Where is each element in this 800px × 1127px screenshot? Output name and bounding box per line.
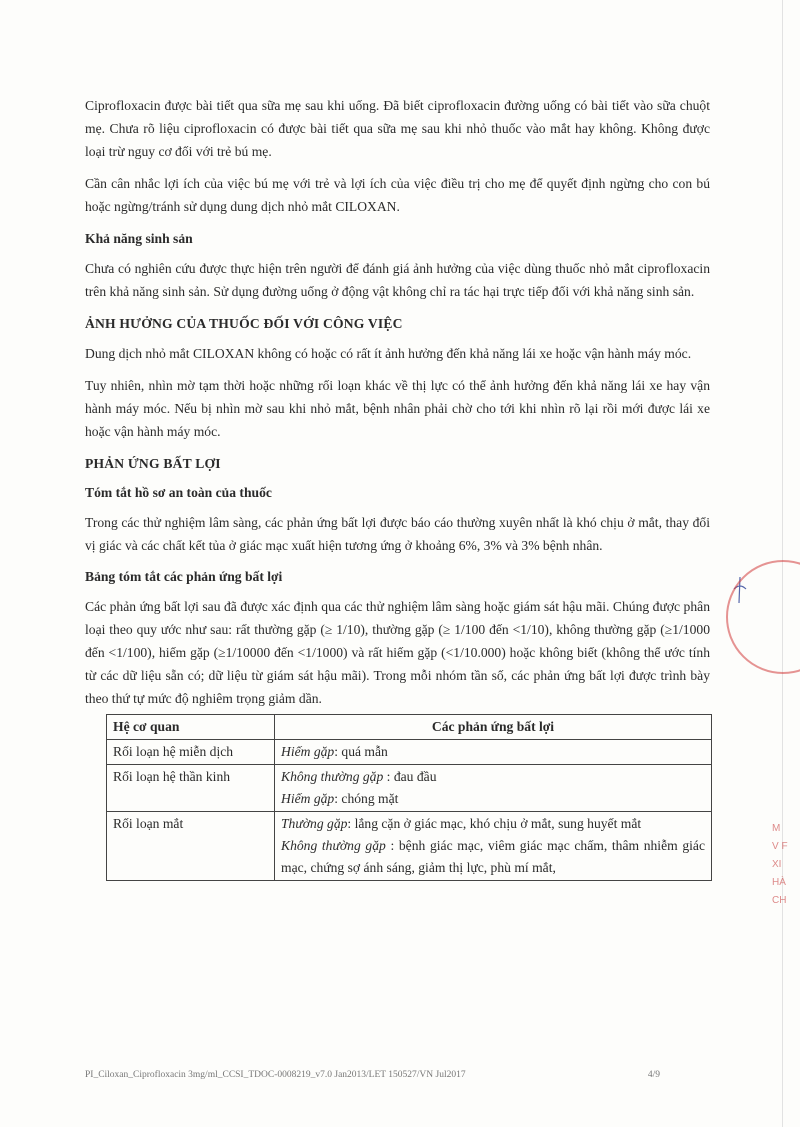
reaction-nervous (275, 765, 712, 812)
paragraph-breastfeeding-2: Cần cân nhắc lợi ích của việc bú mẹ với trẻ và lợi ích của việc điều trị cho mẹ để quyết định ngừng cho con bú hoặc ngừng/tránh sử dụng dung dịch nhỏ mắt CILOXAN. (85, 176, 710, 215)
red-stamp-text (772, 820, 794, 955)
heading-safety-summary: Tóm tắt hồ sơ an toàn của thuốc (85, 484, 272, 500)
reaction-line (281, 835, 705, 879)
reaction-text: : lắng cặn ở giác mạc, khó chịu ở mắt, sung huyết mắt (347, 816, 642, 832)
frequency-label: Hiếm gặp (281, 791, 335, 807)
paragraph-driving-1: Dung dịch nhỏ mắt CILOXAN không có hoặc có rất ít ảnh hưởng đến khả năng lái xe hoặc vận hành máy móc. (85, 345, 692, 361)
footer-document-id: PI_Ciloxan_Ciprofloxacin 3mg/ml_CCSI_TDOC-0008219_v7.0 Jan2013/LET 150527/VN Jul2017 (85, 1070, 466, 1080)
stamp-char: HÀ (772, 877, 786, 888)
table-row (107, 765, 712, 812)
frequency-label: Thường gặp (281, 816, 348, 832)
frequency-label: Không thường gặp (281, 769, 384, 785)
heading-adverse-table: Bảng tóm tắt các phản ứng bất lợi (85, 569, 283, 585)
reaction-line (281, 788, 705, 810)
reaction-text: : chóng mặt (334, 791, 399, 807)
organ-nervous: Rối loạn hệ thần kinh (107, 765, 275, 812)
reaction-text: : bệnh giác mạc, viêm giác mạc chấm, thâm nhiễm giác mạc, chứng sợ ánh sáng, giảm thị lực, phù mí mắt, (281, 838, 705, 876)
organ-immune: Rối loạn hệ miễn dịch (107, 740, 275, 765)
reaction-text: : đau đầu (383, 769, 437, 785)
footer-page-number: 4/9 (647, 1070, 660, 1080)
reaction-text: : quá mẫn (334, 744, 388, 760)
header-organ-system: Hệ cơ quan (107, 715, 275, 740)
paragraph-breastfeeding-1: Ciprofloxacin được bài tiết qua sữa mẹ sau khi uống. Đã biết ciprofloxacin đường uống có bài tiết vào sữa chuột mẹ. Chưa rõ liệu ciprofloxacin có được bài tiết qua sữa mẹ sau khi nhỏ thuốc vào mắt hay không. Không được loại trừ nguy cơ đối với trẻ bú mẹ. (85, 98, 710, 159)
heading-fertility: Khả năng sinh sản (85, 230, 193, 246)
reaction-immune (275, 740, 712, 765)
page-footer (85, 1070, 660, 1080)
frequency-label: Không thường gặp (281, 838, 386, 854)
header-adverse-reactions: Các phản ứng bất lợi (275, 715, 712, 740)
paragraph-fertility: Chưa có nghiên cứu được thực hiện trên người để đánh giá ảnh hưởng của việc dùng thuốc nhỏ mắt ciprofloxacin trên khả năng sinh sản. Sử dụng đường uống ở động vật không chỉ ra tác hại trực tiếp đối với khả năng sinh sản. (85, 260, 710, 299)
frequency-label: Hiếm gặp (281, 744, 335, 760)
page-content (85, 95, 710, 881)
reaction-eye (275, 812, 712, 881)
stamp-char: CH (772, 895, 787, 906)
stamp-char: V F (772, 841, 788, 852)
heading-effects-on-work: ẢNH HƯỞNG CỦA THUỐC ĐỐI VỚI CÔNG VIỆC (85, 315, 403, 331)
table-row (107, 812, 712, 881)
organ-eye: Rối loạn mắt (107, 812, 275, 881)
paragraph-driving-2: Tuy nhiên, nhìn mờ tạm thời hoặc những rối loạn khác về thị lực có thể ảnh hưởng đến khả năng lái xe hay vận hành máy móc. Nếu bị nhìn mờ sau khi nhỏ mắt, bệnh nhân phải chờ cho tới khi nhìn rõ lại rồi mới được lái xe hoặc vận hành máy móc. (85, 378, 710, 439)
paragraph-safety-summary: Trong các thử nghiệm lâm sàng, các phản ứng bất lợi được báo cáo thường xuyên nhất là khó chịu ở mắt, thay đổi vị giác và các chất kết tủa ở giác mạc xuất hiện tương ứng ở khoảng 6%, 3% và 3% bệnh nhân. (85, 514, 710, 553)
stamp-char: XI (772, 859, 782, 870)
heading-adverse-reactions: PHẢN ỨNG BẤT LỢI (85, 455, 221, 471)
paragraph-frequency-convention: Các phản ứng bất lợi sau đã được xác định qua các thử nghiệm lâm sàng hoặc giám sát hậu mãi. Chúng được phân loại theo quy ước như sau: rất thường gặp (≥ 1/10), thường gặp (≥ 1/100 đến <1/10), không thường gặp (≥1/1000 đến <1/100), hiếm gặp (≥1/10000 đến <1/1000) và rất hiếm gặp (<1/10.000) hoặc không biết (không thể ước tính từ các dữ liệu sẵn có; dữ liệu từ giám sát hậu mãi). Trong mỗi nhóm tần số, các phản ứng bất lợi được trình bày theo thứ tự mức độ nghiêm trọng giảm dần. (85, 599, 710, 706)
table-row (107, 740, 712, 765)
reaction-line (281, 813, 705, 835)
reaction-line (281, 766, 705, 788)
stamp-char: M (772, 823, 781, 834)
adverse-reactions-table (106, 714, 712, 881)
table-header-row (107, 715, 712, 740)
